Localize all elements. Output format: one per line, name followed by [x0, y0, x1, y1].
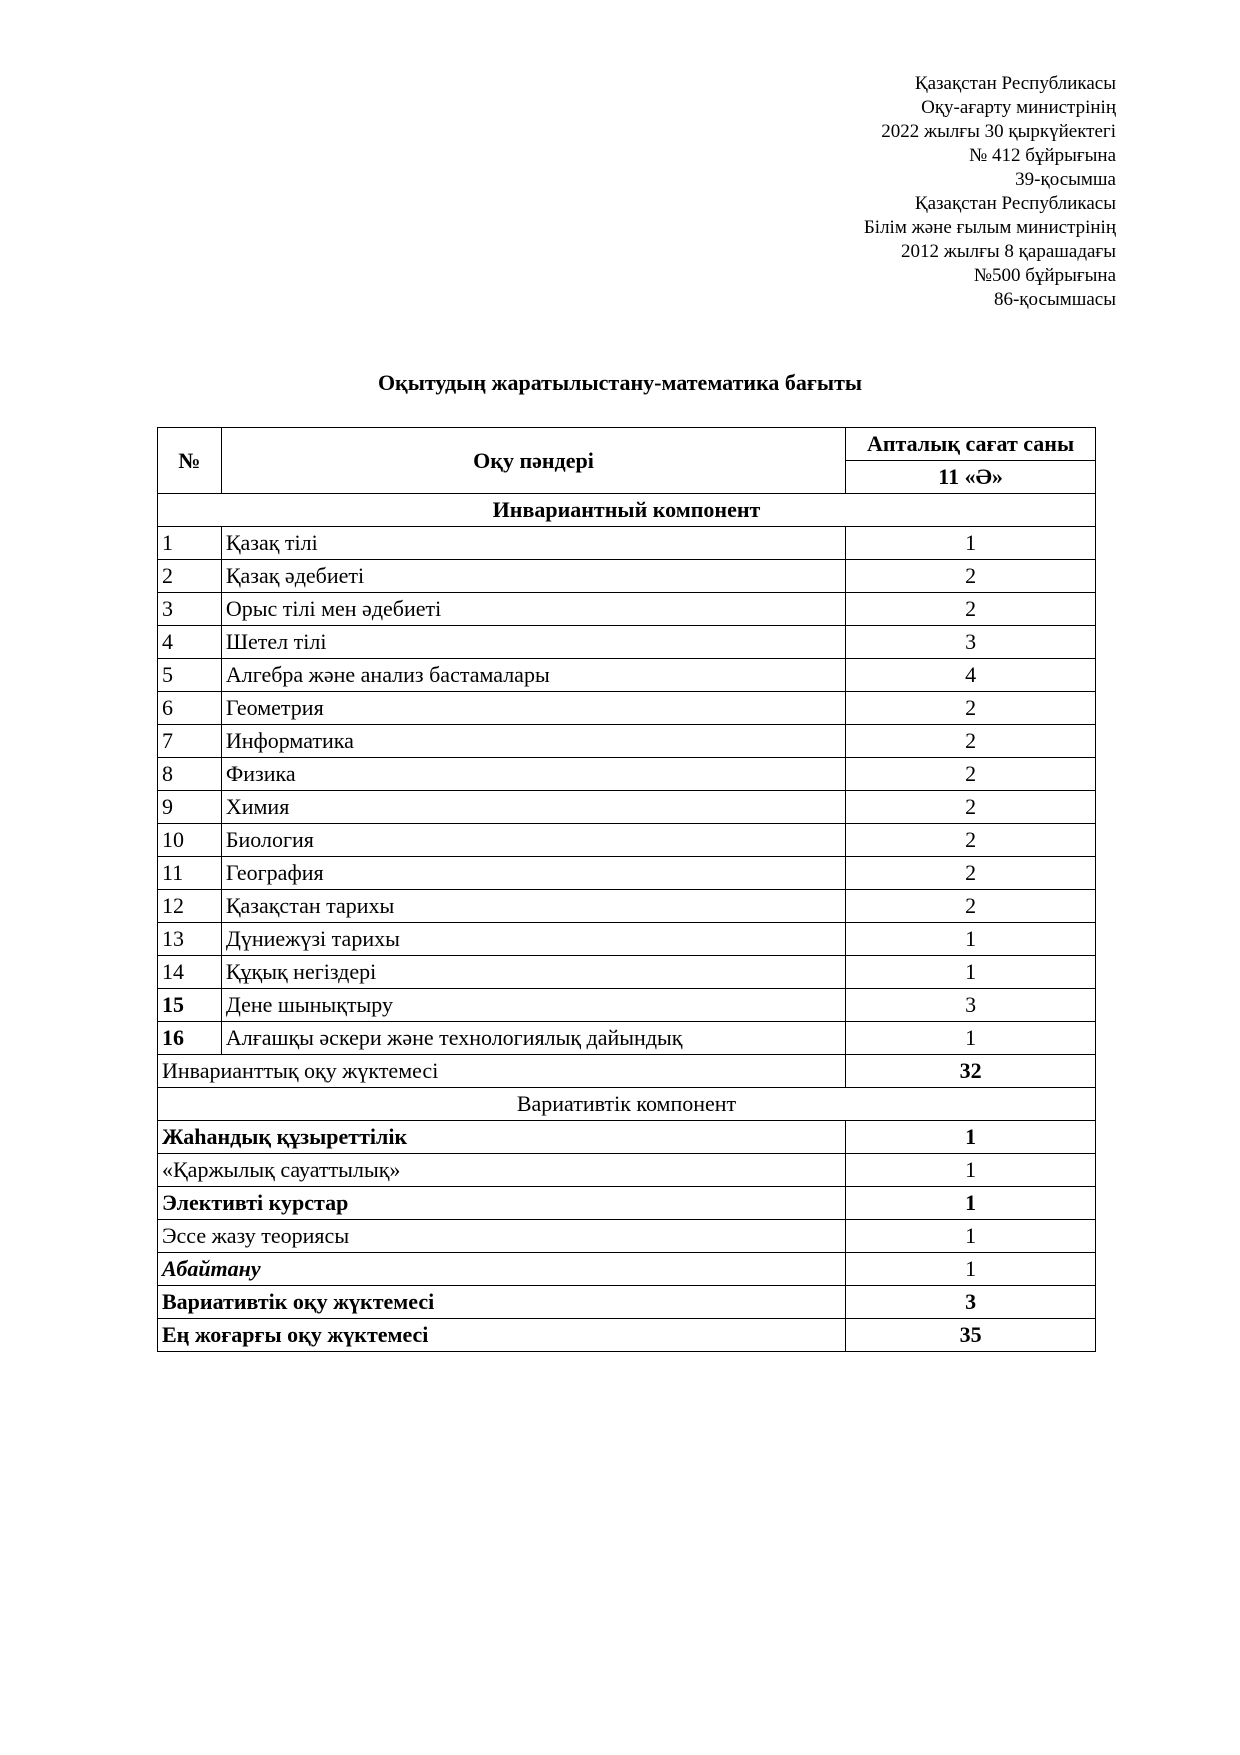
- row-number: 2: [158, 560, 222, 593]
- header-line: № 412 бұйрығына: [969, 145, 1116, 166]
- table-row: [158, 626, 1096, 659]
- header-line: Оқу-ағарту министрінің: [921, 97, 1116, 118]
- weekly-hours: 4: [846, 659, 1096, 692]
- row-number: 9: [158, 791, 222, 824]
- weekly-hours: 1: [846, 1220, 1096, 1253]
- table-row: [158, 1154, 1096, 1187]
- row-number: 6: [158, 692, 222, 725]
- weekly-hours: 3: [846, 626, 1096, 659]
- table-row: [158, 857, 1096, 890]
- subject-name: Дене шынықтыру: [221, 989, 845, 1022]
- row-number: 16: [158, 1022, 222, 1055]
- subject-name: Құқық негіздері: [221, 956, 845, 989]
- subject-name: Орыс тілі мен әдебиеті: [221, 593, 845, 626]
- document-title: Оқытудың жаратылыстану-математика бағыты: [377, 370, 863, 395]
- table-row: [158, 527, 1096, 560]
- table-row: [158, 1121, 1096, 1154]
- header-line: 39-қосымша: [1015, 169, 1116, 190]
- column-header-subject: Оқу пәндері: [221, 428, 845, 494]
- invariant-total-row: [158, 1055, 1096, 1088]
- weekly-hours: 1: [846, 527, 1096, 560]
- row-number: 8: [158, 758, 222, 791]
- subject-name: Алгебра және анализ бастамалары: [221, 659, 845, 692]
- curriculum-table: [157, 427, 1096, 1352]
- subject-name: Шетел тілі: [221, 626, 845, 659]
- weekly-hours: 2: [846, 725, 1096, 758]
- header-line: №500 бұйрығына: [973, 265, 1116, 286]
- weekly-hours: 1: [846, 1022, 1096, 1055]
- variative-item-name: Элективті курстар: [158, 1187, 846, 1220]
- table-row: [158, 1220, 1096, 1253]
- subject-name: Қазақстан тарихы: [221, 890, 845, 923]
- weekly-hours: 2: [846, 692, 1096, 725]
- subject-name: Физика: [221, 758, 845, 791]
- weekly-hours: 2: [846, 857, 1096, 890]
- weekly-hours: 2: [846, 890, 1096, 923]
- table-row: [158, 791, 1096, 824]
- variative-item-name: «Қаржылық сауаттылық»: [158, 1154, 846, 1187]
- variative-total-value: 3: [846, 1286, 1096, 1319]
- weekly-hours: 1: [846, 1121, 1096, 1154]
- weekly-hours: 2: [846, 593, 1096, 626]
- table-row: [158, 758, 1096, 791]
- invariant-section-header: Инвариантный компонент: [158, 494, 1096, 527]
- row-number: 1: [158, 527, 222, 560]
- table-row: [158, 956, 1096, 989]
- weekly-hours: 1: [846, 923, 1096, 956]
- column-header-number: №: [158, 428, 222, 494]
- max-total-value: 35: [846, 1319, 1096, 1352]
- max-total-row: [158, 1319, 1096, 1352]
- subject-name: Биология: [221, 824, 845, 857]
- subject-name: Алғашқы әскери және технологиялық дайындық: [221, 1022, 845, 1055]
- table-row: [158, 1253, 1096, 1286]
- max-total-label: Ең жоғарғы оқу жүктемесі: [158, 1319, 846, 1352]
- variative-total-label: Вариативтік оқу жүктемесі: [158, 1286, 846, 1319]
- header-line: Қазақстан Республикасы: [914, 193, 1116, 214]
- table-row: [158, 725, 1096, 758]
- weekly-hours: 1: [846, 1154, 1096, 1187]
- invariant-total-value: 32: [846, 1055, 1096, 1088]
- header-line: 86-қосымшасы: [993, 289, 1116, 310]
- row-number: 5: [158, 659, 222, 692]
- approval-header: [864, 72, 1116, 312]
- invariant-total-label: Инварианттық оқу жүктемесі: [158, 1055, 846, 1088]
- column-header-grade: 11 «Ә»: [846, 461, 1096, 494]
- weekly-hours: 1: [846, 956, 1096, 989]
- subject-name: Информатика: [221, 725, 845, 758]
- weekly-hours: 2: [846, 560, 1096, 593]
- row-number: 11: [158, 857, 222, 890]
- row-number: 3: [158, 593, 222, 626]
- section-row: [158, 494, 1096, 527]
- table-row: [158, 824, 1096, 857]
- row-number: 13: [158, 923, 222, 956]
- header-line: Қазақстан Республикасы: [914, 73, 1116, 94]
- weekly-hours: 2: [846, 791, 1096, 824]
- subject-name: Қазақ тілі: [221, 527, 845, 560]
- section-row: [158, 1088, 1096, 1121]
- row-number: 10: [158, 824, 222, 857]
- subject-name: Дүниежүзі тарихы: [221, 923, 845, 956]
- weekly-hours: 1: [846, 1253, 1096, 1286]
- row-number: 15: [158, 989, 222, 1022]
- subject-name: География: [221, 857, 845, 890]
- row-number: 4: [158, 626, 222, 659]
- header-line: 2022 жылғы 30 қыркүйектегі: [881, 121, 1116, 142]
- subject-name: Геометрия: [221, 692, 845, 725]
- variative-item-name: Жаһандық құзыреттілік: [158, 1121, 846, 1154]
- table-row: [158, 1187, 1096, 1220]
- weekly-hours: 3: [846, 989, 1096, 1022]
- header-line: Білім және ғылым министрінің: [863, 217, 1116, 238]
- column-header-hours: Апталық сағат саны: [846, 428, 1096, 461]
- subject-name: Химия: [221, 791, 845, 824]
- table-row: [158, 692, 1096, 725]
- row-number: 12: [158, 890, 222, 923]
- weekly-hours: 2: [846, 824, 1096, 857]
- variative-item-name: Абайтану: [158, 1253, 846, 1286]
- subject-name: Қазақ әдебиеті: [221, 560, 845, 593]
- header-line: 2012 жылғы 8 қарашадағы: [900, 241, 1116, 262]
- variative-item-name: Эссе жазу теориясы: [158, 1220, 846, 1253]
- variative-section-header: Вариативтік компонент: [158, 1088, 1096, 1121]
- table-header-row: [158, 428, 1096, 461]
- weekly-hours: 1: [846, 1187, 1096, 1220]
- table-row: [158, 593, 1096, 626]
- table-row: [158, 923, 1096, 956]
- table-row: [158, 989, 1096, 1022]
- row-number: 7: [158, 725, 222, 758]
- table-row: [158, 1022, 1096, 1055]
- row-number: 14: [158, 956, 222, 989]
- variative-total-row: [158, 1286, 1096, 1319]
- table-row: [158, 890, 1096, 923]
- weekly-hours: 2: [846, 758, 1096, 791]
- table-row: [158, 560, 1096, 593]
- table-row: [158, 659, 1096, 692]
